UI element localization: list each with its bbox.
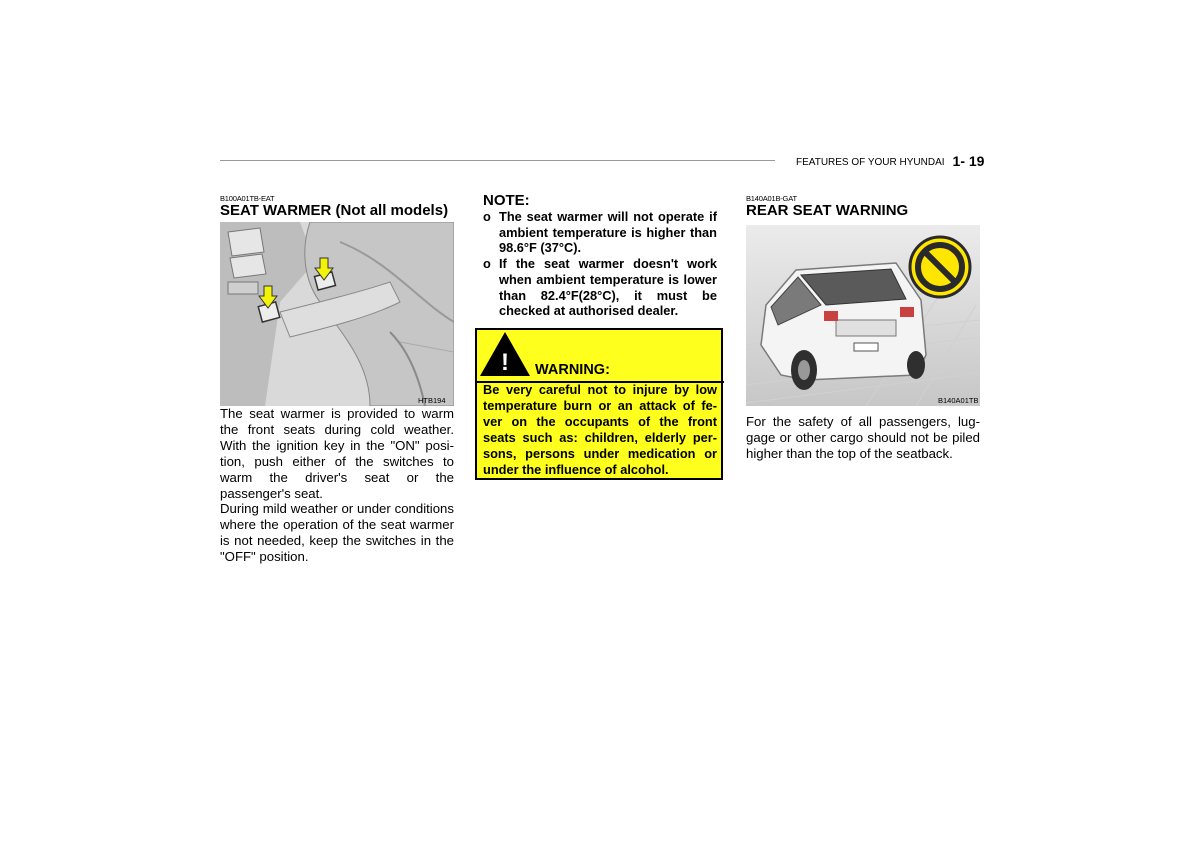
seat-warmer-figure (220, 222, 454, 406)
left-body (220, 406, 454, 565)
right-section-code: B140A01B-GAT (746, 194, 797, 203)
header-rule (220, 160, 775, 161)
right-body: For the safety of all passengers, lug-gage or other cargo should not be piled higher than the top of the seatback. (746, 414, 980, 461)
left-paragraph-2: During mild weather or under conditions where the operation of the seat warmer is not needed, keep the switches in the "OFF" position. (220, 501, 454, 565)
rear-seat-illustration (746, 225, 980, 406)
note-list (483, 209, 717, 319)
left-section-code: B100A01TB-EAT (220, 194, 275, 203)
note-bullet: o (483, 209, 491, 224)
warning-symbol: ! (501, 349, 509, 376)
page-number: 1- 19 (952, 153, 985, 169)
warning-text: Be very careful not to injure by low temperature burn or an attack of fe-ver on the occupants of the front seats such as: children, elderly per-sons, persons under medication or under the influence of alcohol. (483, 382, 717, 477)
note-item: o The seat warmer will not operate if ambient temperature is higher than 98.6°F (37°C). (483, 209, 717, 256)
note-title: NOTE: (483, 192, 530, 209)
rear-seat-figure (746, 225, 980, 406)
left-paragraph-1: The seat warmer is provided to warm the front seats during cold weather. With the ignition key in the "ON" posi-tion, push either of the switches to warm the driver's seat or the passenger's seat. (220, 406, 454, 501)
note-item: o If the seat warmer doesn't work when ambient temperature is lower than 82.4°F(28°C), it must be checked at authorised dealer. (483, 256, 717, 319)
warning-triangle-icon (478, 330, 532, 383)
right-figure-caption: B140A01TB (938, 396, 979, 405)
left-figure-caption: HTB194 (418, 396, 446, 405)
section-title: FEATURES OF YOUR HYUNDAI (796, 157, 945, 168)
warning-title: WARNING: (535, 362, 610, 378)
no-entry-icon (910, 237, 970, 297)
note-bullet: o (483, 256, 491, 272)
right-section-title: REAR SEAT WARNING (746, 202, 909, 219)
seat-warmer-illustration (220, 222, 454, 406)
running-header (796, 152, 984, 168)
left-section-title: SEAT WARMER (Not all models) (220, 202, 449, 219)
